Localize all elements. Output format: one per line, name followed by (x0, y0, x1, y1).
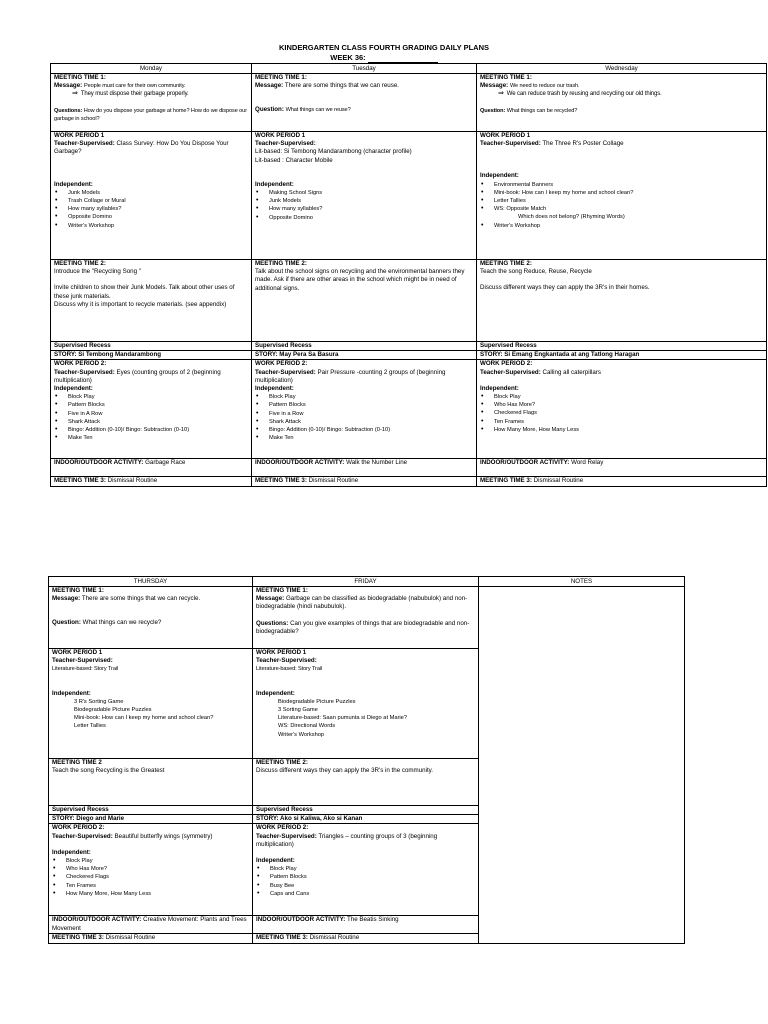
tue-work-period-2 (252, 360, 477, 459)
recess-label: Supervised Recess (54, 342, 111, 349)
message-label: Message: (255, 82, 284, 90)
header-thursday: THURSDAY (49, 577, 253, 587)
list-sub-item: Which does not belong? (Rhyming Words) (518, 214, 625, 221)
independent-list (480, 181, 763, 230)
wed-meeting-time-3 (477, 477, 767, 487)
wed-story (477, 351, 767, 360)
arrow-text: We can reduce trash by reusing and recycling our old things. (506, 91, 662, 98)
list-item: • Shark Attack (54, 418, 248, 426)
list-item: • Checkered Flags (52, 873, 249, 881)
independent-label: Independent: (255, 180, 294, 188)
message-text: Garbage can be classified as biodegradable (nabubulok) and non-biodegradable (hindi nabubulok). (256, 595, 468, 611)
list-item: • Pattern Blocks (255, 401, 473, 409)
wp1-label: WORK PERIOD 1 (52, 649, 103, 656)
mt2-line: Invite children to show their Junk Models. Talk about other uses of these junk materials. (54, 284, 235, 300)
independent-label: Independent: (256, 857, 295, 865)
list-item: • How many syllables? (255, 205, 473, 213)
list-item: • Pattern Blocks (256, 873, 475, 881)
independent-list (256, 698, 475, 739)
list-item: • Bingo: Addition (0-10)/ Bingo: Subtraction (0-10) (54, 426, 248, 434)
list-item: • Opposite Domino (255, 214, 473, 222)
list-item: • How Many More, How Many Less (480, 426, 763, 434)
list-item: Letter Tallies (74, 723, 106, 730)
list-item: • Busy Bee (256, 882, 475, 890)
thu-meeting-time-2 (49, 759, 253, 806)
independent-list (480, 393, 763, 434)
message-text: There are some things that we can reuse. (284, 82, 399, 90)
tue-meeting-time-1 (252, 74, 477, 132)
list-item: • Trash Collage or Mural (54, 197, 248, 205)
fri-work-period-2 (253, 824, 479, 916)
teacher-supervised-label: Teacher-Supervised: (256, 657, 317, 665)
list-item: • Five in A Row (54, 410, 248, 418)
mon-meeting-time-3 (51, 477, 252, 487)
message-text: There are some things that we can recycle. (81, 595, 201, 603)
message-arrow-line (54, 90, 248, 98)
independent-label: Independent: (480, 172, 519, 180)
list-item: • WS: Opposite Match (480, 205, 653, 213)
list-item: • Caps and Cans (256, 890, 475, 898)
tue-story (252, 351, 477, 360)
indoor-outdoor-label: INDOOR/OUTDOOR ACTIVITY: (255, 459, 345, 467)
list-item: • Block Play (52, 857, 249, 865)
teacher-supervised-text: Calling all caterpillars (542, 368, 601, 376)
list-item: • Block Play (480, 393, 763, 401)
message-label: Message: (480, 82, 509, 90)
question-text: What things can be recycled? (506, 107, 578, 114)
list-item: Literature-based: Saan pumunta si Diego at Marie? (278, 715, 407, 722)
indoor-outdoor-label: INDOOR/OUTDOOR ACTIVITY: (256, 916, 346, 924)
mt2-label: MEETING TIME 2: (255, 260, 307, 267)
mt2-line: Talk about the school signs on recycling and the environmental banners they made. Ask if there are other areas in the school which might be in need of additional signs. (255, 268, 465, 292)
fri-meeting-time-1 (253, 587, 479, 649)
wp2-label: WORK PERIOD 2: (52, 824, 105, 832)
message-text: We need to reduce our trash. (509, 83, 580, 90)
fri-story (253, 815, 479, 824)
teacher-supervised-label: Teacher-Supervised: (480, 140, 541, 148)
tue-work-period-1 (252, 132, 477, 260)
independent-list (52, 698, 249, 731)
page-title: KINDERGARTEN CLASS FOURTH GRADING DAILY PLANS (278, 43, 489, 52)
teacher-supervised-label: Teacher-Supervised: (255, 368, 316, 376)
list-item: • Five in a Row (255, 410, 473, 418)
week-label: WEEK 36: (330, 53, 366, 62)
mt3-text: Dismissal Routine (107, 477, 158, 485)
fri-recess (253, 806, 479, 815)
list-item: 3 R's Sorting Game (74, 698, 124, 705)
indoor-outdoor-text: Creative Movement: Plants and Trees Movement (52, 916, 247, 932)
wed-indoor-outdoor (477, 459, 767, 477)
list-item: • Bingo: Addition (0-10)/ Bingo: Subtraction (0-10) (255, 426, 473, 434)
question-label: Questions: (256, 619, 289, 627)
wed-meeting-time-2 (477, 260, 767, 342)
wed-work-period-1 (477, 132, 767, 260)
arrow-icon: ⇒ (72, 90, 78, 98)
teacher-supervised-text: Triangles – counting groups of 3 (beginning multiplication) (256, 832, 438, 848)
story-text: STORY: Si Emang Engkantada at ang Tatlong Haragan (480, 351, 640, 359)
mt2-label: MEETING TIME 2: (54, 260, 106, 267)
mt3-label: MEETING TIME 3: (480, 477, 532, 485)
list-item: • How many syllables? (54, 205, 248, 213)
story-text: STORY: Si Tembong Mandarambong (54, 351, 162, 359)
header-notes: NOTES (479, 577, 685, 587)
list-item: • Junk Models (255, 197, 473, 205)
independent-list (52, 857, 249, 898)
mt1-label: MEETING TIME 1: (54, 74, 106, 81)
header-friday: FRIDAY (253, 577, 479, 587)
list-item: Mini-book: How can I keep my home and school clean? (74, 715, 214, 722)
mt3-text: Dismissal Routine (533, 477, 584, 485)
indoor-outdoor-text: Walk the Number Line (346, 459, 408, 467)
teacher-supervised-text: Eyes (counting groups of 2 (beginning multiplication) (54, 368, 221, 384)
independent-list (54, 189, 248, 230)
teacher-supervised-label: Teacher-Supervised: (54, 368, 115, 376)
wed-meeting-time-1 (477, 74, 767, 132)
recess-label: Supervised Recess (480, 342, 537, 349)
list-item: WS: Directional Words (278, 723, 336, 730)
story-text: STORY: Ako si Kaliwa, Ako si Kanan (256, 815, 363, 823)
mt1-label: MEETING TIME 1: (256, 587, 308, 594)
fri-meeting-time-3 (253, 934, 479, 944)
question-text: What things can we recycle? (82, 619, 162, 627)
teacher-supervised-label: Teacher-Supervised: (54, 140, 115, 148)
independent-label: Independent: (52, 689, 91, 697)
mt3-label: MEETING TIME 3: (54, 477, 106, 485)
mt3-label: MEETING TIME 3: (256, 934, 308, 942)
mon-story (51, 351, 252, 360)
mt2-line: Discuss why it is important to recycle materials. (see appendix) (54, 300, 227, 308)
independent-label: Independent: (52, 848, 91, 856)
arrow-text: They must dispose their garbage properly. (80, 91, 189, 98)
list-item: • Block Play (54, 393, 248, 401)
header-wednesday: Wednesday (477, 64, 767, 74)
independent-list (255, 189, 473, 222)
list-item: • Making School Signs (255, 189, 473, 197)
teacher-supervised-text: Class Survey: How Do You Dispose Your Garbage? (54, 140, 229, 156)
thu-work-period-1 (49, 649, 253, 759)
question-text: Can you give examples of things that are biodegradable and non-biodegradable? (256, 619, 470, 635)
story-text: STORY: May Pera Sa Basura (255, 351, 339, 359)
message-label: Message: (54, 82, 83, 90)
independent-label: Independent: (480, 384, 519, 392)
question-label: Question: (480, 107, 506, 114)
list-item: • Block Play (256, 865, 475, 873)
independent-list (256, 865, 475, 898)
indoor-outdoor-text: Word Relay (571, 459, 604, 467)
mt2-label: MEETING TIME 2: (480, 260, 532, 267)
teacher-supervised-label: Teacher-Supervised: (52, 657, 113, 665)
lit-based-line: Lit-based: Si Tembong Mandarambong (character profile) (255, 148, 412, 156)
question-label: Question: (255, 106, 284, 114)
mon-meeting-time-1 (51, 74, 252, 132)
wp1-label: WORK PERIOD 1 (54, 132, 105, 139)
wp2-label: WORK PERIOD 2: (255, 360, 308, 368)
thu-meeting-time-3 (49, 934, 253, 944)
wed-work-period-2 (477, 360, 767, 459)
thu-recess (49, 806, 253, 815)
lit-based-line: Lit-based : Character Mobile (255, 156, 333, 164)
message-text: People must care for their own community. (83, 83, 186, 90)
list-item: • Who Has More? (480, 401, 763, 409)
tue-meeting-time-2 (252, 260, 477, 342)
thu-indoor-outdoor (49, 916, 253, 934)
list-item: • Opposite Domino (54, 213, 248, 221)
question-text: How do you dispose your garbage at home? How do we dispose our garbage in school? (54, 107, 247, 122)
list-item: • Environmental Banners (480, 181, 653, 189)
wp1-label: WORK PERIOD 1 (255, 132, 306, 139)
list-item: • Pattern Blocks (54, 401, 248, 409)
mt2-line: Teach the song Reduce, Reuse, Recycle (480, 268, 592, 276)
message-label: Message: (52, 595, 81, 603)
teacher-supervised-label: Teacher-Supervised: (480, 368, 541, 376)
question-label: Questions: (54, 107, 83, 114)
mt3-label: MEETING TIME 3: (52, 934, 104, 942)
recess-label: Supervised Recess (255, 342, 312, 349)
recess-label: Supervised Recess (52, 806, 109, 813)
indoor-outdoor-text: Garbage Race (145, 459, 186, 467)
mon-recess (51, 342, 252, 351)
list-item: • Shark Attack (255, 418, 473, 426)
mt2-label: MEETING TIME 2: (256, 759, 308, 766)
list-item: • Writer's Workshop (480, 222, 653, 230)
plan-table-thu-fri (48, 576, 685, 944)
mt2-line: Teach the song Recycling is the Greatest (52, 767, 165, 775)
lit-based-line: Literature-based: Story Trail (256, 666, 323, 673)
list-item: • Mini-book: How can I keep my home and school clean? (480, 189, 653, 197)
story-text: STORY: Diego and Marie (52, 815, 125, 823)
mt3-text: Dismissal Routine (105, 934, 156, 942)
independent-list (54, 393, 248, 442)
list-item: • Block Play (255, 393, 473, 401)
list-item: Biodegradable Picture Puzzles (278, 698, 356, 705)
list-item: • Ten Frames (52, 882, 249, 890)
mt1-label: MEETING TIME 1: (255, 74, 307, 81)
list-item: • Make Ten (255, 434, 473, 442)
wed-recess (477, 342, 767, 351)
indoor-outdoor-text: The Beatis Sinking (346, 916, 399, 924)
notes-cell (479, 587, 685, 944)
wp2-label: WORK PERIOD 2: (256, 824, 309, 832)
thu-work-period-2 (49, 824, 253, 916)
wp1-label: WORK PERIOD 1 (480, 132, 531, 139)
independent-label: Independent: (54, 385, 93, 393)
list-item: • Junk Models (54, 189, 248, 197)
mt1-label: MEETING TIME 1: (480, 74, 532, 81)
mt2-label: MEETING TIME 2 (52, 759, 102, 766)
list-item: • Letter Tallies (480, 197, 653, 205)
question-text: What things can we reuse? (285, 107, 351, 114)
list-item: 3 Sorting Game (278, 707, 318, 714)
teacher-supervised-text: The Three R's Poster Collage (542, 140, 624, 148)
independent-list (255, 393, 473, 442)
fri-meeting-time-2 (253, 759, 479, 806)
wp2-label: WORK PERIOD 2: (54, 360, 107, 368)
recess-label: Supervised Recess (256, 806, 313, 813)
tue-meeting-time-3 (252, 477, 477, 487)
list-item: • Checkered Flags (480, 409, 763, 417)
teacher-supervised-label: Teacher-Supervised: (256, 832, 317, 840)
mt2-line: Discuss different ways they can apply the 3R's in the community. (256, 767, 434, 775)
teacher-supervised-text: Pair Pressure -counting 2 groups of (beginning multiplication) (255, 368, 446, 384)
teacher-supervised-label: Teacher-Supervised: (52, 832, 113, 840)
mt3-label: MEETING TIME 3: (255, 477, 307, 485)
week-blank-line (368, 54, 438, 63)
thu-meeting-time-1 (49, 587, 253, 649)
fri-indoor-outdoor (253, 916, 479, 934)
fri-work-period-1 (253, 649, 479, 759)
teacher-supervised-text: Beautiful butterfly wings (symmetry) (114, 832, 213, 840)
list-item: • Who Has More? (52, 865, 249, 873)
list-item: • Make Ten (54, 434, 248, 442)
mt2-line: Discuss different ways they can apply the 3R's in their homes. (480, 284, 650, 292)
list-item: • Ten Frames (480, 418, 763, 426)
plan-table-mon-wed (50, 63, 767, 487)
mt3-text: Dismissal Routine (308, 477, 359, 485)
header-tuesday: Tuesday (252, 64, 477, 74)
mon-work-period-1 (51, 132, 252, 260)
message-arrow-line (480, 90, 763, 98)
independent-label: Independent: (256, 689, 295, 697)
indoor-outdoor-label: INDOOR/OUTDOOR ACTIVITY: (52, 916, 142, 924)
teacher-supervised-label: Teacher-Supervised: (255, 140, 316, 148)
lit-based-line: Literature-based: Story Trail (52, 666, 119, 673)
wp2-label: WORK PERIOD 2: (480, 360, 533, 368)
list-item: • How Many More, How Many Less (52, 890, 249, 898)
wp1-label: WORK PERIOD 1 (256, 649, 307, 656)
mon-meeting-time-2 (51, 260, 252, 342)
arrow-icon: ⇒ (498, 90, 504, 98)
list-item: Writer's Workshop (278, 731, 325, 738)
mon-indoor-outdoor (51, 459, 252, 477)
header-monday: Monday (51, 64, 252, 74)
independent-label: Independent: (255, 385, 294, 393)
tue-indoor-outdoor (252, 459, 477, 477)
question-label: Question: (52, 619, 81, 627)
message-label: Message: (256, 595, 285, 603)
indoor-outdoor-label: INDOOR/OUTDOOR ACTIVITY: (480, 459, 570, 467)
thu-story (49, 815, 253, 824)
mon-work-period-2 (51, 360, 252, 459)
mt2-line: Introduce the "Recycling Song " (54, 268, 141, 276)
independent-label: Independent: (54, 180, 93, 188)
mt1-label: MEETING TIME 1: (52, 587, 104, 594)
tue-recess (252, 342, 477, 351)
mt3-text: Dismissal Routine (309, 934, 360, 942)
week-line (0, 53, 768, 63)
list-item: • Writer's Workshop (54, 222, 248, 230)
indoor-outdoor-label: INDOOR/OUTDOOR ACTIVITY: (54, 459, 144, 467)
list-item: Biodegradable Picture Puzzles (74, 707, 152, 714)
